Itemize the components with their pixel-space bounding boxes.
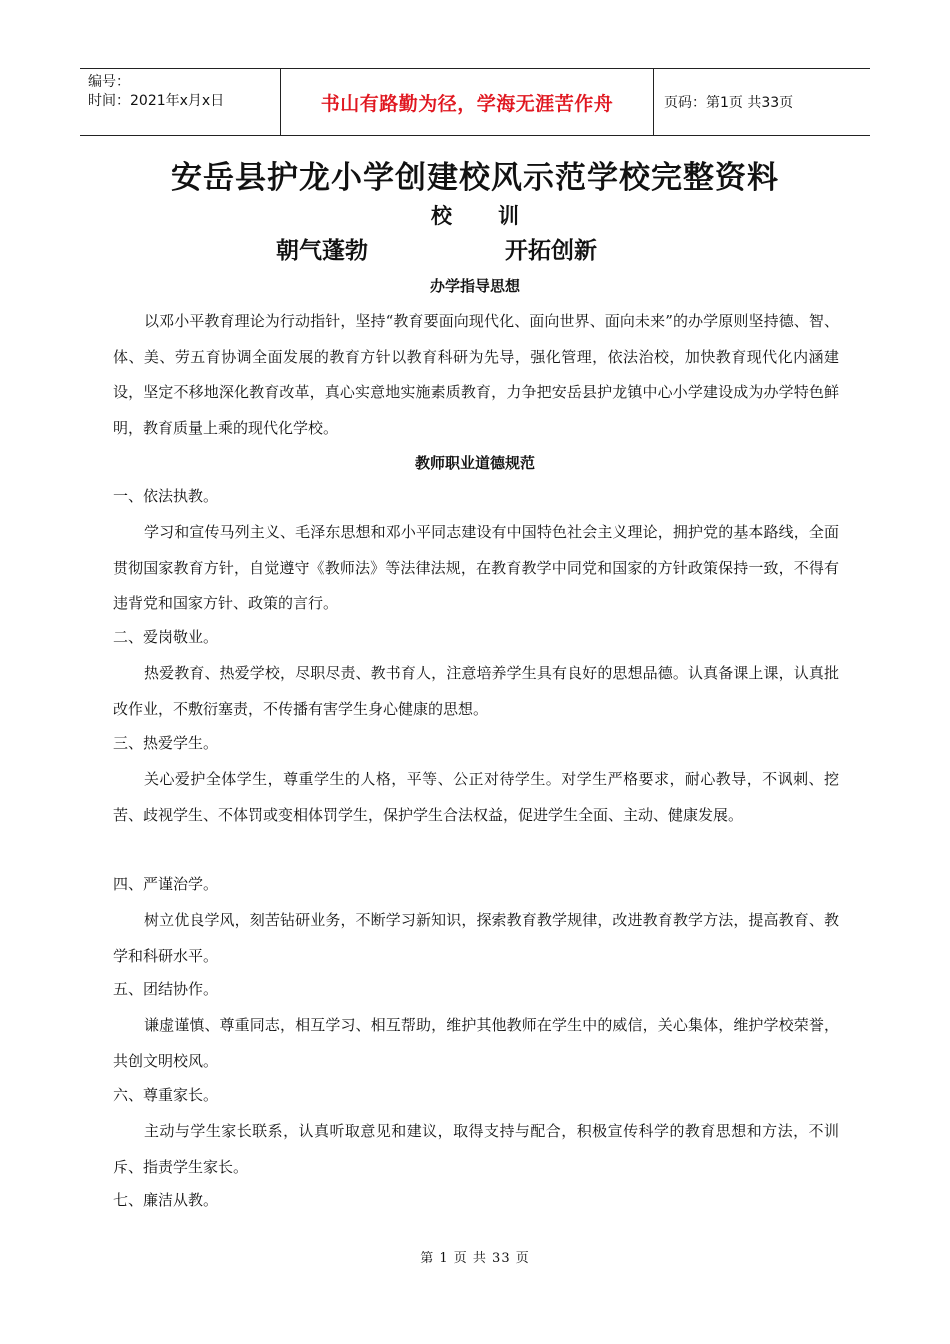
ethics-item-text: 主动与学生家长联系，认真听取意见和建议，取得支持与配合，积极宣传科学的教育思想和方法，不训斥、指责学生家长。 [113, 1122, 839, 1176]
ethics-item-title: 三、热爱学生。 [113, 734, 219, 752]
ethics-item-title: 五、团结协作。 [113, 980, 219, 998]
header-time: 时间：2021年x月x日 [88, 93, 225, 109]
philosophy-heading: 办学指导思想 [429, 277, 520, 295]
ethics-item-text: 学习和宣传马列主义、毛泽东思想和邓小平同志建设有中国特色社会主义理论，拥护党的基本路线，全面贯彻国家教育方针，自觉遵守《教师法》等法律法规，在教育教学中同党和国家的方针政策保持一致，不得有违背党和国家方针、政策的言行。 [113, 523, 839, 612]
document-title: 安岳县护龙小学创建校风示范学校完整资料 [171, 160, 779, 196]
philosophy-text: 以邓小平教育理论为行动指针，坚持“教育要面向现代化、面向世界、面向未来”的办学原则坚持德、智、体、美、劳五育协调全面发展的教育方针以教育科研为先导，强化管理，依法治校，加快教育现代化内涵建设，坚定不移地深化教育改革，真心实意地实施素质教育，力争把安岳县护龙镇中心小学建设成为办学特色鲜明，教育质量上乘的现代化学校。 [113, 312, 839, 437]
school-motto-label-b: 训 [498, 203, 519, 228]
ethics-item-title: 一、依法执教。 [113, 487, 219, 505]
ethics-item-title: 二、爱岗敬业。 [113, 628, 219, 646]
ethics-item-text: 热爱教育、热爱学校，尽职尽责、教书育人，注意培养学生具有良好的思想品德。认真备课上课，认真批改作业，不敷衍塞责，不传播有害学生身心健康的思想。 [113, 664, 839, 718]
ethics-item-title: 六、尊重家长。 [113, 1086, 219, 1104]
school-motto-left: 朝气蓬勃 [276, 237, 368, 264]
ethics-item-text: 树立优良学风，刻苦钻研业务，不断学习新知识，探索教育教学规律，改进教育教学方法，提高教育、教学和科研水平。 [113, 911, 839, 965]
header-motto-cell [281, 69, 654, 135]
header-motto: 书山有路勤为径，学海无涯苦作舟 [320, 92, 614, 115]
school-motto-right: 开拓创新 [505, 237, 597, 264]
school-motto-heading [0, 200, 950, 230]
school-motto-label-a: 校 [431, 203, 452, 228]
ethics-heading: 教师职业道德规范 [414, 454, 535, 472]
ethics-item-text: 谦虚谨慎、尊重同志，相互学习、相互帮助，维护其他教师在学生中的威信，关心集体，维护学校荣誉，共创文明校风。 [113, 1016, 839, 1070]
header-meta [80, 69, 281, 135]
document-header [80, 68, 870, 136]
header-page-info: 页码：第1页 共33页 [664, 95, 794, 111]
ethics-item-title: 七、廉洁从教。 [113, 1191, 219, 1209]
header-number: 编号： [88, 74, 130, 90]
ethics-item-title: 四、严谨治学。 [113, 875, 219, 893]
ethics-item-text: 关心爱护全体学生，尊重学生的人格，平等、公正对待学生。对学生严格要求，耐心教导，不讽刺、挖苦、歧视学生、不体罚或变相体罚学生，保护学生合法权益，促进学生全面、主动、健康发展。 [113, 770, 839, 824]
page-footer: 第 1 页 共 33 页 [420, 1251, 530, 1266]
